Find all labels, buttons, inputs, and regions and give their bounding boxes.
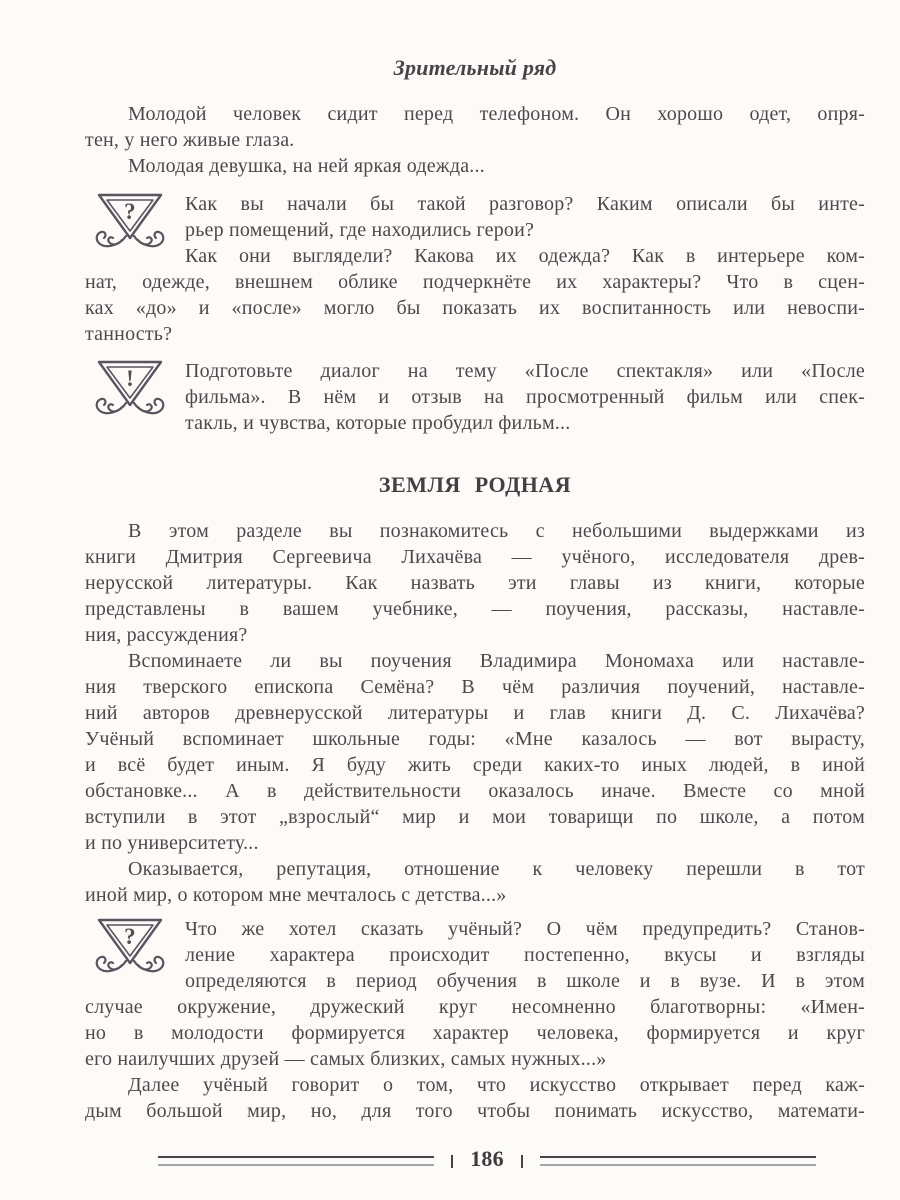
text-line: его наилучших друзей — самых близких, самых нужных...» — [85, 1048, 607, 1070]
text-line: такль, и чувства, которые пробудил фильм... — [185, 412, 571, 434]
question-icon — [85, 191, 185, 267]
question-block-2 — [85, 916, 865, 1072]
text-line: фильма». В нём и отзыв на просмотренный фильм или спек- — [185, 386, 865, 408]
text-line: и по университету... — [85, 832, 259, 854]
question-glyph: ? — [124, 199, 136, 224]
exclamation-icon — [85, 358, 185, 434]
text-line: вступили в этот „взрослый“ мир и мои товарищи по школе, а потом — [85, 806, 865, 828]
text-line: Как они выглядели? Какова их одежда? Как в интерьере ком- — [185, 245, 865, 267]
footer-tick-left — [451, 1155, 453, 1168]
page-number: 186 — [470, 1146, 504, 1171]
text-line: нерусской литературы. Как назвать эти главы из книги, которые — [85, 572, 865, 594]
footer-rule-right — [540, 1156, 816, 1166]
question-paragraph — [85, 243, 865, 347]
intro-paragraph-2 — [85, 153, 865, 179]
text-line: книги Дмитрия Сергеевича Лихачёва — учёного, исследователя древ- — [85, 546, 865, 568]
exclamation-glyph: ! — [126, 366, 134, 391]
section-paragraph-4 — [85, 1072, 865, 1124]
page-title: Зрительный ряд — [393, 55, 557, 80]
task-paragraph — [85, 358, 865, 436]
text-line: Как вы начали бы такой разговор? Каким описали бы инте- — [185, 193, 865, 215]
question-paragraph — [85, 191, 865, 243]
text-line: В этом разделе вы познакомитесь с небольшими выдержками из — [128, 520, 865, 542]
question-block-1 — [85, 191, 865, 347]
intro-paragraph-1 — [85, 101, 865, 153]
text-line: Оказывается, репутация, отношение к человеку перешли в тот — [128, 858, 865, 880]
text-line: Вспоминаете ли вы поучения Владимира Мономаха или наставле- — [128, 650, 865, 672]
text-line: рьер помещений, где находились герои? — [185, 219, 535, 241]
text-line: определяются в период обучения в школе и в вузе. И в этом — [185, 970, 865, 992]
section-paragraph-3 — [85, 856, 865, 908]
text-line: и всё будет иным. Я буду жить среди каких-то иных людей, в иной — [85, 754, 865, 776]
text-line: ний авторов древнерусской литературы и глав книги Д. С. Лихачёва? — [85, 702, 865, 724]
text-line: ление характера происходит постепенно, вкусы и взгляды — [185, 944, 865, 966]
text-line: Учёный вспоминает школьные годы: «Мне казалось — вот вырасту, — [85, 728, 865, 750]
footer-tick-right — [521, 1155, 523, 1168]
text-line: Молодая девушка, на ней яркая одежда... — [128, 155, 485, 177]
text-line: случае окружение, дружеский круг несомненно благотворны: «Имен- — [85, 996, 865, 1018]
text-line: танность? — [85, 323, 173, 345]
section-paragraph-2 — [85, 648, 865, 856]
text-line: ках «до» и «после» могло бы показать их воспитанность или невоспи- — [85, 297, 865, 319]
question-paragraph — [85, 916, 865, 1072]
text-line: дым большой мир, но, для того чтобы понимать искусство, математи- — [85, 1100, 865, 1122]
text-line: ния, рассуждения? — [85, 624, 248, 646]
section-paragraph-1 — [85, 518, 865, 648]
text-line: иной мир, о котором мне мечталось с детства...» — [85, 884, 507, 906]
text-line: представлены в вашем учебнике, — поучения, рассказы, наставле- — [85, 598, 865, 620]
task-block — [85, 358, 865, 436]
page-footer — [158, 1148, 816, 1174]
text-line: Подготовьте диалог на тему «После спектакля» или «После — [185, 360, 865, 382]
text-line: Что же хотел сказать учёный? О чём предупредить? Станов- — [185, 918, 865, 940]
text-line: нат, одежде, внешнем облике подчеркнёте их характеры? Что в сцен- — [85, 271, 865, 293]
text-line: Молодой человек сидит перед телефоном. Он хорошо одет, опря- — [128, 103, 865, 125]
question-icon — [85, 916, 185, 992]
footer-rule-left — [158, 1156, 434, 1166]
text-line: тен, у него живые глаза. — [85, 129, 295, 151]
text-line: Далее учёный говорит о том, что искусство открывает перед каж- — [128, 1074, 865, 1096]
section-heading: ЗЕМЛЯ РОДНАЯ — [378, 472, 572, 497]
text-line: ния тверского епископа Семёна? В чём различия поучений, наставле- — [85, 676, 865, 698]
question-glyph: ? — [124, 924, 136, 949]
text-line: но в молодости формируется характер человека, формируется и круг — [85, 1022, 865, 1044]
text-line: обстановке... А в действительности оказалось иначе. Вместе со мной — [85, 780, 865, 802]
